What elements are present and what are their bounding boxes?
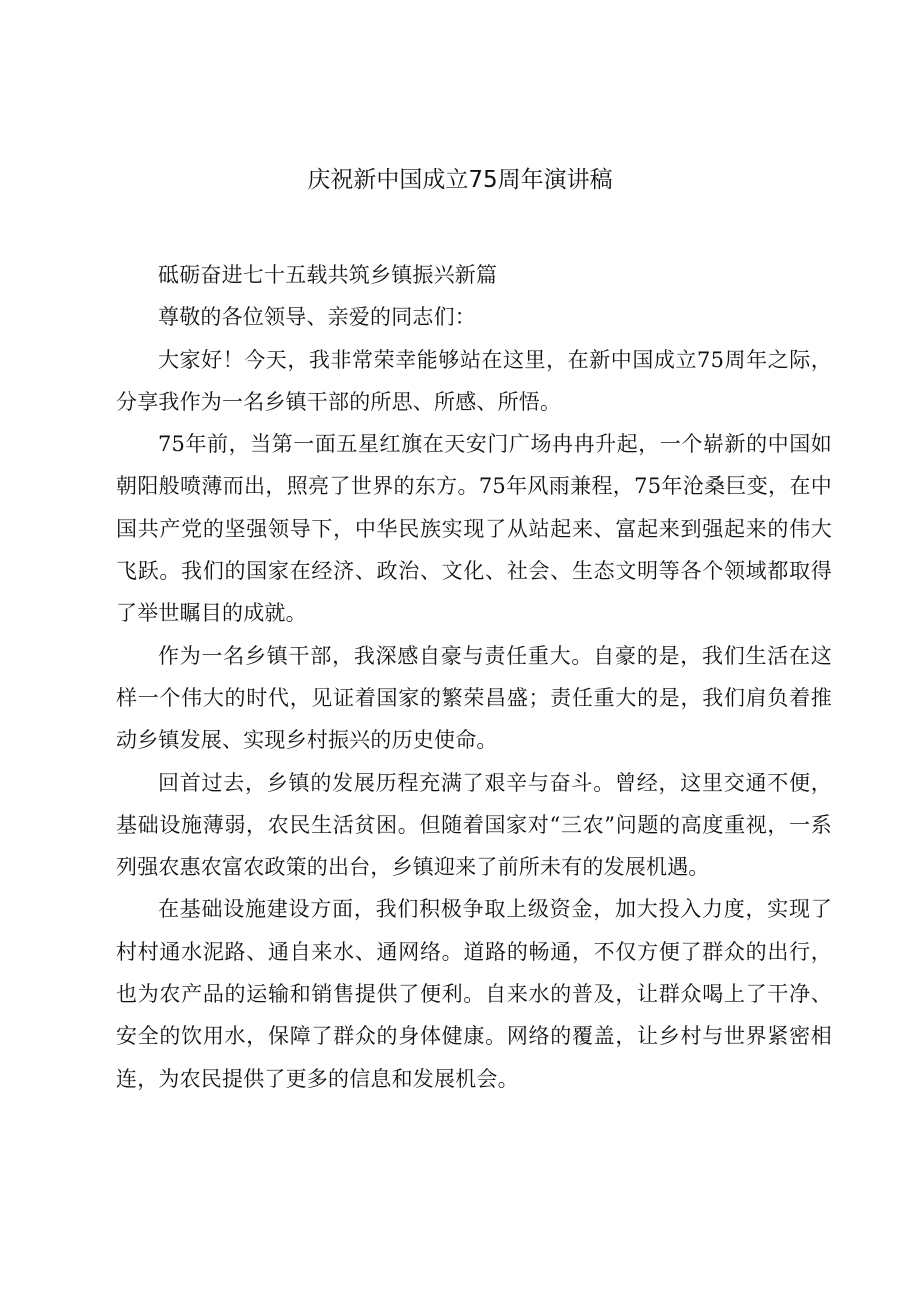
document-body [116,254,832,1100]
paragraph-pride-responsibility: 作为一名乡镇干部，我深感自豪与责任重大。自豪的是，我们生活在这样一个伟大的时代，见证着国家的繁荣昌盛；责任重大的是，我们肩负着推动乡镇发展、实现乡村振兴的历史使命。 [116,643,832,753]
salutation-line: 尊敬的各位领导、亲爱的同志们： [158,305,476,330]
paragraph-history: 75年前，当第一面五星红旗在天安门广场冉冉升起，一个崭新的中国如朝阳般喷薄而出，照亮了世界的东方。75年风雨兼程，75年沧桑巨变，在中国共产党的坚强领导下，中华民族实现了从站起来、富起来到强起来的伟大飞跃。我们的国家在经济、政治、文化、社会、生态文明等各个领域都取得了举世瞩目的成就。 [116,432,832,626]
paragraph-looking-back: 回首过去，乡镇的发展历程充满了艰辛与奋斗。曾经，这里交通不便，基础设施薄弱，农民生活贫困。但随着国家对“三农”问题的高度重视，一系列强农惠农富农政策的出台，乡镇迎来了前所未有的发展机遇。 [116,770,832,880]
paragraph-opening: 大家好！今天，我非常荣幸能够站在这里，在新中国成立75周年之际，分享我作为一名乡镇干部的所思、所感、所悟。 [116,347,832,414]
document-title: 庆祝新中国成立75周年演讲稿 [307,167,613,193]
paragraph-infrastructure: 在基础设施建设方面，我们积极争取上级资金，加大投入力度，实现了村村通水泥路、通自来水、通网络。道路的畅通，不仅方便了群众的出行，也为农产品的运输和销售提供了便利。自来水的普及，让群众喝上了干净、安全的饮用水，保障了群众的身体健康。网络的覆盖，让乡村与世界紧密相连，为农民提供了更多的信息和发展机会。 [116,897,832,1091]
subtitle-line: 砥砺奋进七十五载共筑乡镇振兴新篇 [158,263,498,287]
